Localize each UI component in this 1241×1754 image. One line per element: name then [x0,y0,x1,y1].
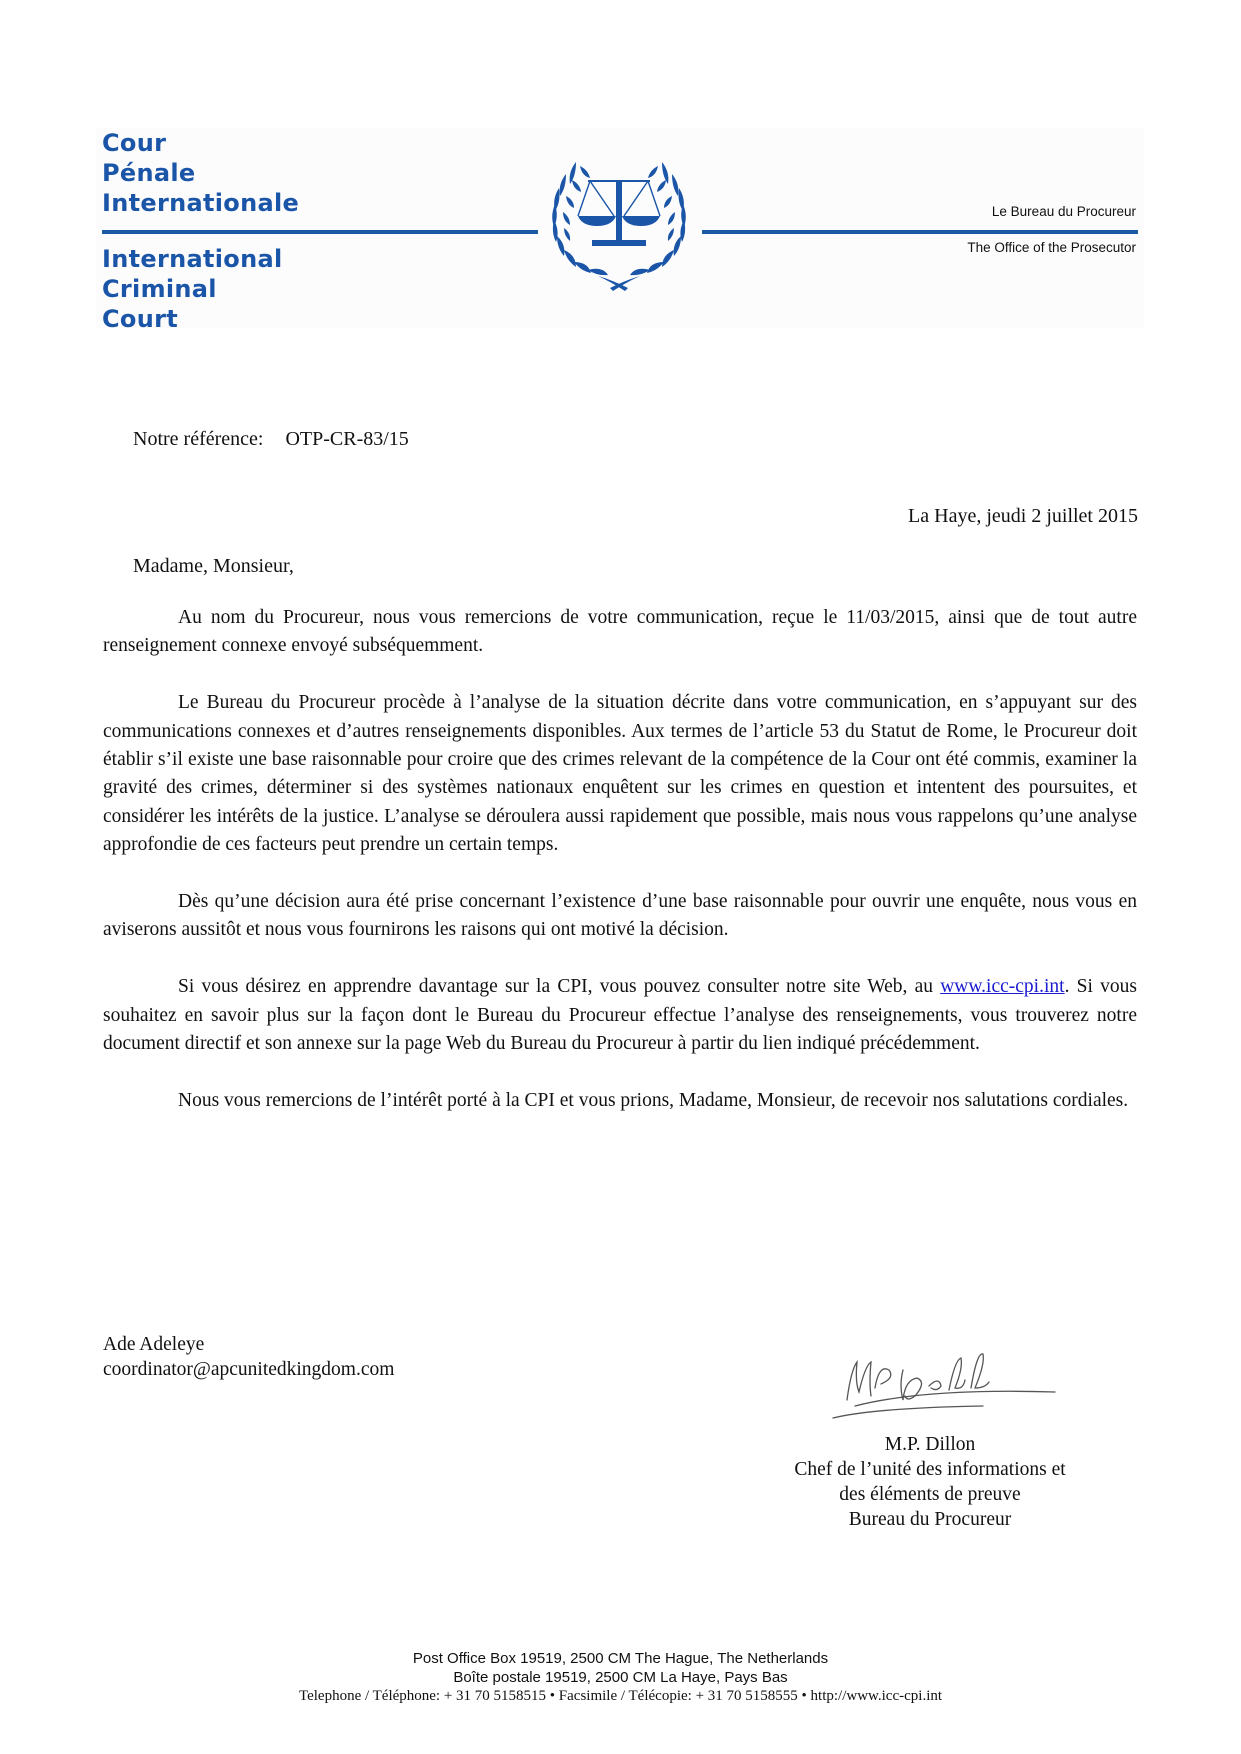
paragraph-text: . Si vous souhaitez en savoir plus sur la façon dont le Bureau du Procureur effectue l’analyse des renseignements, vous trouverez notre document directif et son annexe sur la page Web du Bureau du Procureur à partir du lien indiqué précédemment. [103,976,1137,1055]
signatory-name: M.P. Dillon [884,1434,976,1455]
court-name-en-line: International [102,245,283,273]
header-divider-left [102,230,538,234]
handwritten-signature [825,1340,1065,1422]
paragraph-text: Si vous désirez en apprendre davantage sur la CPI, vous pouvez consulter notre site Web, au [178,976,941,998]
letterhead [96,128,1144,333]
paragraph: Nous vous remercions de l’intérêt porté à la CPI et vous prions, Madame, Monsieur, de recevoir nos salutations cordiales. [178,1089,1129,1111]
paragraph: Le Bureau du Procureur procède à l’analyse de la situation décrite dans votre communication, en s’appuyant sur des communications connexes et d’autres renseignements disponibles. Aux termes de l’article 53 du Statut de Rome, le Procureur doit établir s’il existe une base raisonnable pour croire que des crimes relevant de la compétence de la Cour ont été commis, examiner la gravité des crimes, déterminer si des systèmes nationaux enquêtent sur les crimes en question et intentent des poursuites, et considérer les intérêts de la justice. L’analyse se déroulera aussi rapidement que possible, mais nous vous rappelons qu’une analyse approfondie de ces facteurs peut prendre un certain temps. [103,692,1137,856]
header-divider-right [702,230,1138,234]
recipient-email: coordinator@apcunitedkingdom.com [103,1359,395,1380]
paragraph: Dès qu’une décision aura été prise concernant l’existence d’une base raisonnable pour ouvrir une enquête, nous vous en aviserons aussitôt et nous vous fournirons les raisons qui ont motivé la décision. [103,891,1137,941]
signatory-office: Bureau du Procureur [848,1509,1012,1530]
court-name-english [102,244,282,334]
reference-value: OTP-CR-83/15 [285,428,409,450]
signatory-block [740,1432,1120,1532]
signatory-title: des éléments de preuve [839,1484,1021,1505]
footer-address [0,1649,1241,1706]
court-name-en-line: Criminal [102,275,217,303]
footer-contact: Telephone / Téléphone: + 31 70 5158515 • Facsimile / Télécopie: + 31 70 5158555 • http://www.icc-cpi.int [298,1688,943,1704]
scales-of-justice-laurel-icon [536,152,702,294]
salutation: Madame, Monsieur, [133,555,294,577]
office-name-french: Le Bureau du Procureur [991,204,1136,219]
reference-line [133,428,409,451]
letter-date: La Haye, jeudi 2 juillet 2015 [908,505,1138,527]
signatory-title: Chef de l’unité des informations et [794,1459,1066,1480]
recipient-block [103,1332,394,1382]
footer-address-en: Post Office Box 19519, 2500 CM The Hague, The Netherlands [412,1650,829,1667]
recipient-name: Ade Adeleye [103,1334,205,1355]
footer-address-fr: Boîte postale 19519, 2500 CM La Haye, Pays Bas [453,1669,788,1686]
court-name-fr-line: Cour [102,129,167,157]
court-name-french [102,128,299,218]
office-name-english: The Office of the Prosecutor [967,240,1136,255]
letter-body [103,604,1137,1144]
reference-label: Notre référence: [133,428,264,450]
court-name-fr-line: Internationale [102,189,300,217]
court-name-en-line: Court [102,305,178,333]
court-name-fr-line: Pénale [102,159,196,187]
paragraph [103,973,1137,1058]
paragraph: Au nom du Procureur, nous vous remercions de votre communication, reçue le 11/03/2015, ainsi que de tout autre renseignement connexe envoyé subséquemment. [103,607,1137,657]
icc-website-link[interactable]: www.icc-cpi.int [940,976,1065,998]
